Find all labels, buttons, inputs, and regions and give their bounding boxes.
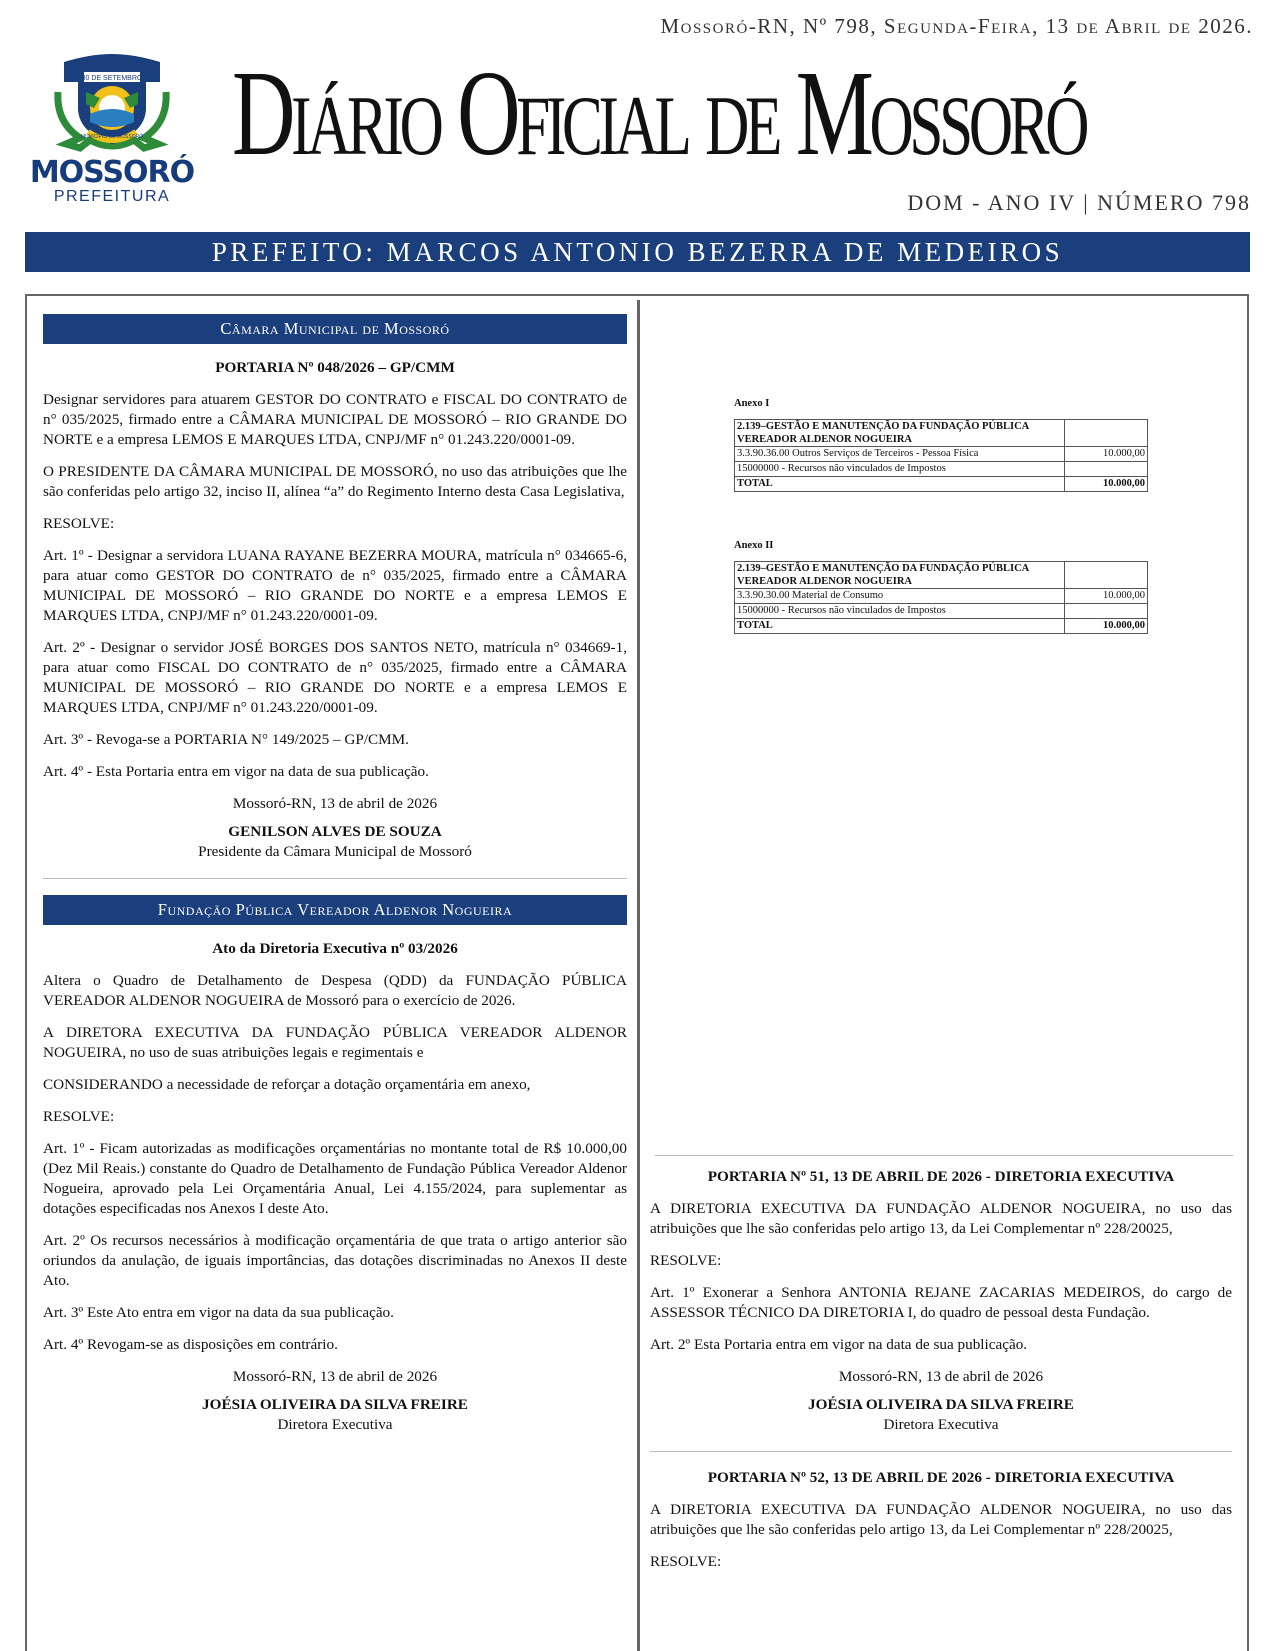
annex-head-value bbox=[1065, 562, 1148, 589]
table-total-row bbox=[735, 619, 1148, 634]
annex-1 bbox=[734, 398, 1148, 492]
column-divider bbox=[637, 300, 640, 1651]
paragraph: Art. 2º Esta Portaria entra em vigor na data de sua publicação. bbox=[650, 1336, 1028, 1353]
prefeitura-logo bbox=[22, 52, 202, 212]
annex-label: Anexo II bbox=[734, 540, 774, 551]
right-column-lower bbox=[650, 1153, 1232, 1584]
section-header-camara: Câmara Municipal de Mossoró bbox=[43, 314, 627, 344]
table-cell-value bbox=[1065, 604, 1148, 619]
section-header-fundacao: Fundação Pública Vereador Aldenor Nogueira bbox=[43, 895, 627, 925]
dateline: Mossoró-RN, Nº 798, Segunda-Feira, 13 de Abril de 2026. bbox=[660, 14, 1253, 38]
paragraph: Art. 3º Este Ato entra em vigor na data da sua publicação. bbox=[43, 1304, 394, 1321]
annex-head-cell: 2.139–GESTÃO E MANUTENÇÃO DA FUNDAÇÃO PÚBLICA VEREADOR ALDENOR NOGUEIRA bbox=[735, 420, 1065, 447]
paragraph: RESOLVE: bbox=[43, 1108, 115, 1125]
logo-name: MOSSORÓ bbox=[29, 155, 195, 190]
annex-2 bbox=[734, 540, 1148, 634]
signer-role: Diretora Executiva bbox=[883, 1416, 999, 1433]
paragraph: Art. 4º Revogam-se as disposições em contrário. bbox=[43, 1336, 338, 1353]
masthead-title: Diário Oficial de Mossoró bbox=[232, 46, 1086, 181]
table-cell: 15000000 - Recursos não vinculados de Impostos bbox=[735, 462, 1065, 477]
paragraph: A DIRETORIA EXECUTIVA DA FUNDAÇÃO ALDENOR NOGUEIRA, no uso das atribuições que lhe são conferidas pelo artigo 13, da Lei Complementar nº 228/20025, bbox=[650, 1501, 1232, 1538]
signature-date: Mossoró-RN, 13 de abril de 2026 bbox=[232, 795, 438, 812]
paragraph: Art. 2º Os recursos necessários à modificação orçamentária de que trata o artigo anterior são oriundos da anulação, de iguais importâncias, das dotações discriminadas no Anexos II deste Ato. bbox=[43, 1232, 627, 1289]
portaria-048-title: PORTARIA Nº 048/2026 – GP/CMM bbox=[215, 359, 455, 376]
paragraph: RESOLVE: bbox=[43, 515, 115, 532]
annex-table bbox=[734, 419, 1148, 492]
svg-text:30 DE SETEMBRO: 30 DE SETEMBRO bbox=[81, 75, 143, 82]
paragraph: O PRESIDENTE DA CÂMARA MUNICIPAL DE MOSSORÓ, no uso das atribuições que lhe são conferidas pelo artigo 32, inciso II, alínea “a” do Regimento Interno desta Casa Legislativa, bbox=[43, 463, 627, 500]
table-cell-value: 10.000,00 bbox=[1065, 447, 1148, 462]
table-cell-value bbox=[1065, 462, 1148, 477]
signer-role: Diretora Executiva bbox=[277, 1416, 393, 1433]
total-label: TOTAL bbox=[735, 619, 1065, 634]
paragraph: Art. 2º - Designar o servidor JOSÉ BORGES DOS SANTOS NETO, matrícula n° 034669-1, para atuar como FISCAL DO CONTRATO de n° 035/2025, firmado entre a CÂMARA MUNICIPAL DE MOSSORÓ – RIO GRANDE DO NORTE e a empresa LEMOS E MARQUES LTDA, CNPJ/MF n° 01.243.220/0001-09. bbox=[43, 639, 627, 716]
paragraph: Altera o Quadro de Detalhamento de Despesa (QDD) da FUNDAÇÃO PÚBLICA VEREADOR ALDENOR NOGUEIRA de Mossoró para o exercício de 2026. bbox=[43, 972, 627, 1009]
table-row bbox=[735, 604, 1148, 619]
annex-head-cell: 2.139–GESTÃO E MANUTENÇÃO DA FUNDAÇÃO PÚBLICA VEREADOR ALDENOR NOGUEIRA bbox=[735, 562, 1065, 589]
signer-role: Presidente da Câmara Municipal de Mossoró bbox=[198, 843, 472, 860]
table-total-row bbox=[735, 477, 1148, 492]
paragraph: RESOLVE: bbox=[650, 1252, 722, 1269]
table-row bbox=[735, 447, 1148, 462]
portaria-51-title: PORTARIA Nº 51, 13 DE ABRIL DE 2026 - DIRETORIA EXECUTIVA bbox=[707, 1168, 1175, 1185]
portaria-52-title: PORTARIA Nº 52, 13 DE ABRIL DE 2026 - DIRETORIA EXECUTIVA bbox=[707, 1469, 1175, 1486]
paragraph: CONSIDERANDO a necessidade de reforçar a dotação orçamentária em anexo, bbox=[43, 1076, 531, 1093]
paragraph: Art. 1º - Designar a servidora LUANA RAYANE BEZERRA MOURA, matrícula n° 034665-6, para atuar como GESTOR DO CONTRATO de n° 035/2025, firmado entre a CÂMARA MUNICIPAL DE MOSSORÓ – RIO GRANDE DO NORTE e a empresa LEMOS E MARQUES LTDA, CNPJ/MF n° 01.243.220/0001-09. bbox=[43, 547, 627, 624]
ato-03-title: Ato da Diretoria Executiva nº 03/2026 bbox=[212, 940, 458, 957]
left-column bbox=[43, 314, 627, 1435]
city-crest-icon bbox=[50, 52, 174, 156]
annex-table bbox=[734, 561, 1148, 634]
total-label: TOTAL bbox=[735, 477, 1065, 492]
signature-date: Mossoró-RN, 13 de abril de 2026 bbox=[232, 1368, 438, 1385]
edition-info: DOM - ANO IV | NÚMERO 798 bbox=[907, 190, 1251, 215]
table-row bbox=[735, 589, 1148, 604]
signer-name: JOÉSIA OLIVEIRA DA SILVA FREIRE bbox=[808, 1396, 1074, 1413]
separator bbox=[650, 1451, 1232, 1452]
signer-name: JOÉSIA OLIVEIRA DA SILVA FREIRE bbox=[202, 1396, 468, 1413]
paragraph: A DIRETORA EXECUTIVA DA FUNDAÇÃO PÚBLICA VEREADOR ALDENOR NOGUEIRA, no uso de suas atribuições legais e regimentais e bbox=[43, 1024, 627, 1061]
signature-date: Mossoró-RN, 13 de abril de 2026 bbox=[838, 1368, 1044, 1385]
separator bbox=[43, 878, 627, 879]
table-cell-value: 10.000,00 bbox=[1065, 589, 1148, 604]
paragraph: Art. 3º - Revoga-se a PORTARIA N° 149/2025 – GP/CMM. bbox=[43, 731, 409, 748]
paragraph: Designar servidores para atuarem GESTOR DO CONTRATO e FISCAL DO CONTRATO de n° 035/2025, firmado entre a CÂMARA MUNICIPAL DE MOSSORÓ – RIO GRANDE DO NORTE e a empresa LEMOS E MARQUES LTDA, CNPJ/MF n° 01.243.220/0001-09. bbox=[43, 391, 627, 448]
table-row bbox=[735, 462, 1148, 477]
table-cell: 3.3.90.36.00 Outros Serviços de Terceiros - Pessoa Física bbox=[735, 447, 1065, 462]
table-cell: 3.3.90.30.00 Material de Consumo bbox=[735, 589, 1065, 604]
paragraph: A DIRETORIA EXECUTIVA DA FUNDAÇÃO ALDENOR NOGUEIRA, no uso das atribuições que lhe são conferidas pelo artigo 13, da Lei Complementar nº 228/20025, bbox=[650, 1200, 1232, 1237]
svg-text:MUNICÍPIO DE MOSSORÓ: MUNICÍPIO DE MOSSORÓ bbox=[80, 134, 144, 140]
paragraph: RESOLVE: bbox=[650, 1553, 722, 1570]
mayor-banner: PREFEITO: MARCOS ANTONIO BEZERRA DE MEDEIROS bbox=[25, 232, 1250, 272]
total-value: 10.000,00 bbox=[1065, 477, 1148, 492]
total-value: 10.000,00 bbox=[1065, 619, 1148, 634]
annex-label: Anexo I bbox=[734, 398, 770, 409]
paragraph: Art. 4º - Esta Portaria entra em vigor na data de sua publicação. bbox=[43, 763, 429, 780]
table-cell: 15000000 - Recursos não vinculados de Impostos bbox=[735, 604, 1065, 619]
signer-name: GENILSON ALVES DE SOUZA bbox=[228, 823, 442, 840]
paragraph: Art. 1º Exonerar a Senhora ANTONIA REJANE ZACARIAS MEDEIROS, do cargo de ASSESSOR TÉCNICO DA DIRETORIA I, do quadro de pessoal desta Fundação. bbox=[650, 1284, 1232, 1321]
logo-subtitle: PREFEITURA bbox=[53, 188, 171, 205]
annex-head-value bbox=[1065, 420, 1148, 447]
paragraph: Art. 1º - Ficam autorizadas as modificações orçamentárias no montante total de R$ 10.000,00 (Dez Mil Reais.) constante do Quadro de Detalhamento de Fundação Pública Vereador Aldenor Nogueira, aprovado pela Lei Orçamentária Anual, Lei 4.155/2024, para suplementar as dotações especificadas nos Anexos I deste Ato. bbox=[43, 1140, 627, 1217]
